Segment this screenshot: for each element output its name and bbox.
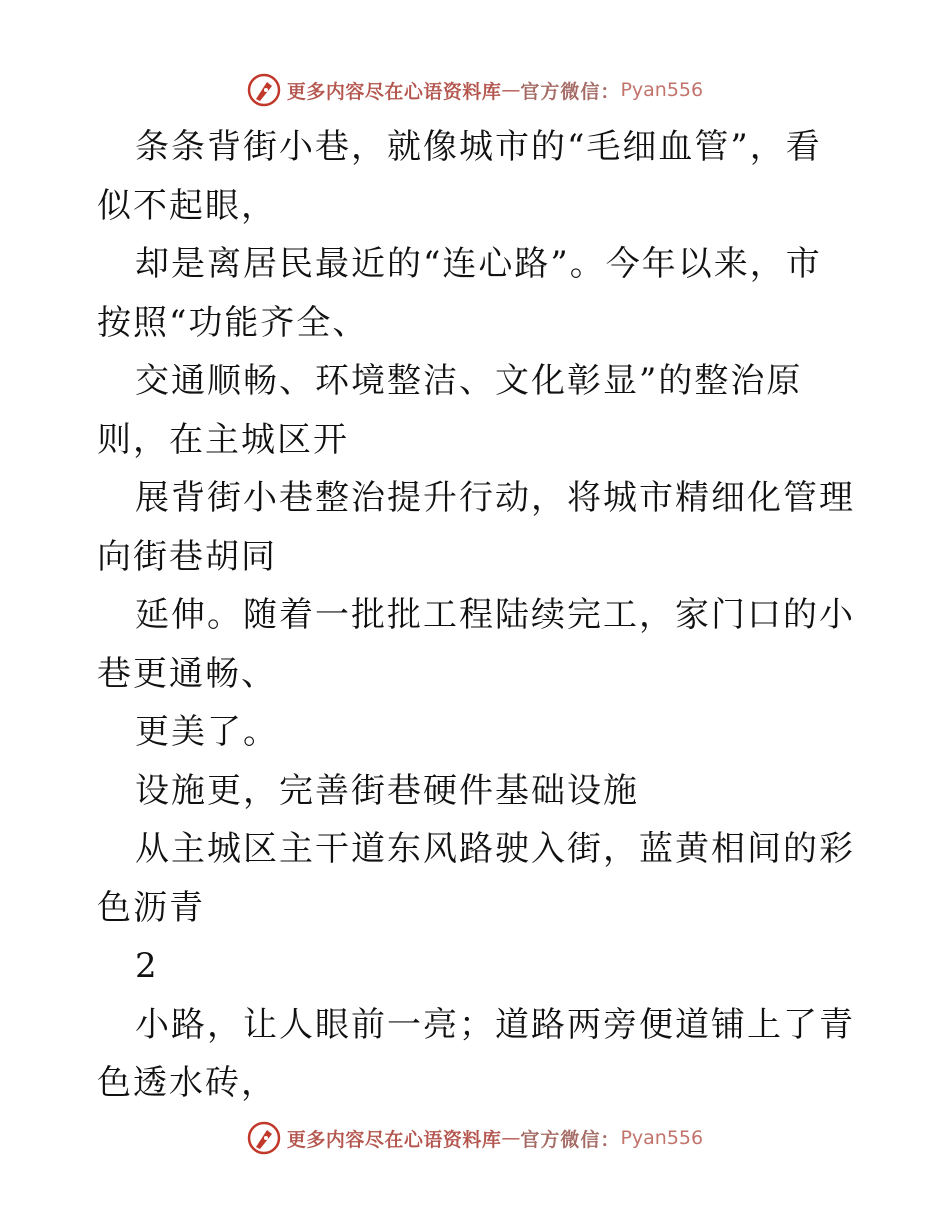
paragraph-3: 交通顺畅、环境整洁、文化彰显”的整治原则，在主城区开 [97, 361, 803, 460]
banner-dash: — [501, 1127, 521, 1149]
banner-dash: — [501, 79, 521, 101]
paragraph-5: 延伸。随着一批批工程陆续完工，家门口的小巷更通畅、 [97, 595, 855, 694]
pen-nib-logo-icon [247, 73, 281, 107]
paragraph-6: 更美了。 [135, 712, 279, 752]
banner-wechat-label: 官方微信： [520, 1128, 621, 1151]
paragraph-2: 却是离居民最近的“连心路”。今年以来，市按照“功能齐全、 [97, 244, 822, 343]
banner-wechat-id: Pyan556 [620, 1127, 704, 1149]
paragraph-1: 条条背街小巷，就像城市的“毛细血管”，看似不起眼， [97, 127, 822, 226]
paragraph-8: 小路，让人眼前一亮；道路两旁便道铺上了青色透水砖， [97, 1004, 855, 1103]
pen-nib-logo-icon [247, 1121, 281, 1155]
banner-brand-text: 更多内容尽在心语资料库 [286, 1128, 502, 1151]
document-body [97, 118, 857, 1113]
banner-brand-text: 更多内容尽在心语资料库 [286, 80, 502, 103]
paragraph-7: 从主城区主干道东风路驶入街，蓝黄相间的彩色沥青 [97, 829, 855, 928]
header-watermark-banner [0, 70, 950, 110]
footer-watermark-banner [0, 1118, 950, 1158]
banner-wechat-id: Pyan556 [620, 79, 704, 101]
section-heading: 设施更，完善街巷硬件基础设施 [135, 770, 639, 811]
page-number: 2 [135, 946, 159, 986]
paragraph-4: 展背街小巷整治提升行动，将城市精细化管理向街巷胡同 [97, 478, 855, 577]
banner-wechat-label: 官方微信： [520, 80, 621, 103]
